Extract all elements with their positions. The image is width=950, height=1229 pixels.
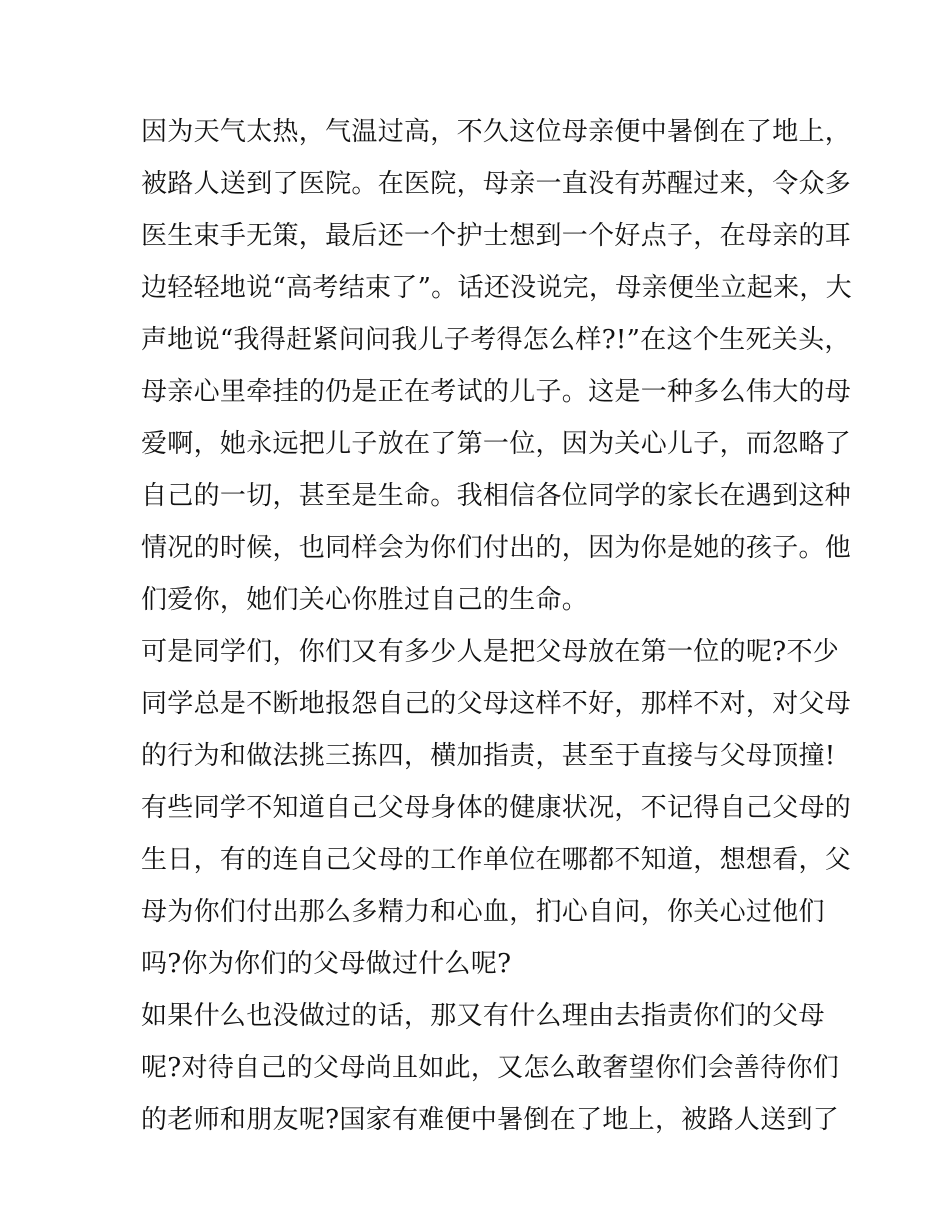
text-line: 声地说“我得赶紧问问我儿子考得怎么样?!”在这个生死关头， (141, 325, 851, 355)
text-line: 被路人送到了医院。在医院，母亲一直没有苏醒过来，令众多 (141, 169, 852, 199)
text-line: 同学总是不断地报怨自己的父母这样不好，那样不对，对父母 (141, 689, 852, 719)
text-line: 吗?你为你们的父母做过什么呢? (141, 949, 512, 979)
text-line: 们爱你，她们关心你胜过自己的生命。 (141, 585, 589, 615)
text-line: 自己的一切，甚至是生命。我相信各位同学的家长在遇到这种 (141, 481, 852, 511)
text-line: 医生束手无策，最后还一个护士想到一个好点子，在母亲的耳 (141, 221, 852, 251)
text-line: 呢?对待自己的父母尚且如此，又怎么敢奢望你们会善待你们 (141, 1053, 840, 1083)
text-line: 母亲心里牵挂的仍是正在考试的儿子。这是一种多么伟大的母 (141, 377, 852, 407)
text-line: 如果什么也没做过的话，那又有什么理由去指责你们的父母 (141, 1001, 825, 1031)
text-line: 边轻轻地说“高考结束了”。话还没说完，母亲便坐立起来，大 (141, 273, 852, 303)
text-line: 情况的时候，也同样会为你们付出的，因为你是她的孩子。他 (141, 533, 852, 563)
text-line: 爱啊，她永远把儿子放在了第一位，因为关心儿子，而忽略了 (141, 429, 852, 459)
text-line: 因为天气太热，气温过高，不久这位母亲便中暑倒在了地上， (141, 117, 852, 147)
text-line: 母为你们付出那么多精力和心血，扪心自问，你关心过他们 (141, 897, 825, 927)
body-text (141, 106, 852, 1146)
text-line: 的老师和朋友呢?国家有难便中暑倒在了地上，被路人送到了 (141, 1105, 840, 1135)
text-line: 生日，有的连自己父母的工作单位在哪都不知道，想想看，父 (141, 845, 852, 875)
text-line: 的行为和做法挑三拣四，横加指责，甚至于直接与父母顶撞! (141, 741, 836, 771)
text-line: 可是同学们，你们又有多少人是把父母放在第一位的呢?不少 (141, 637, 840, 667)
text-line: 有些同学不知道自己父母身体的健康状况，不记得自己父母的 (141, 793, 852, 823)
